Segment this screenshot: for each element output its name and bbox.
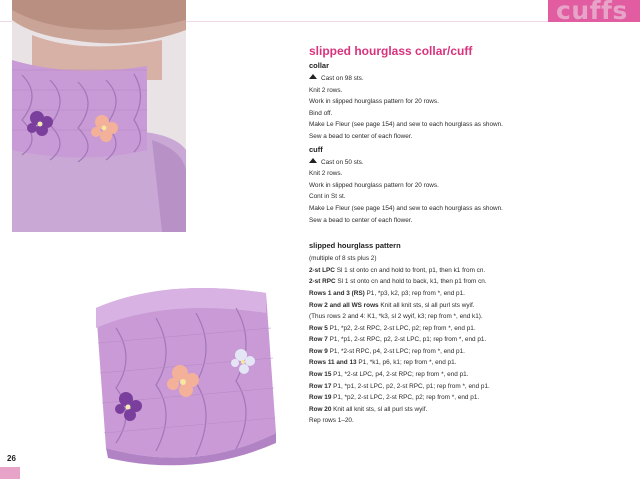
pattern-title: slipped hourglass collar/cuff [309,44,473,58]
pattern-row-text: P1, *p2, 2-st LPC, 2-st RPC, p2; rep from *, end p1. [333,394,480,402]
pattern-row-label: 2-st LPC [309,266,335,274]
page-number: 26 [7,454,16,463]
section-title: cuffs [556,0,628,25]
cuff-step: Make Le Fleur (see page 154) and sew to each hourglass as shown. [309,204,503,212]
pattern-rows [306,265,626,427]
pattern-row-text: P1, *p1, 2-st RPC, p2, 2-st LPC, p1; rep from *, end p1. [329,336,487,344]
pattern-row [309,404,626,416]
cuff-step: Cast on 50 sts. [309,157,626,169]
pattern-row-label: Row 2 and all WS rows [309,301,379,309]
pattern-row-label: Row 15 [309,371,332,379]
pattern-row [309,311,626,323]
pattern-row [309,392,626,404]
pattern-row-label: Row 17 [309,382,332,390]
cuff-step: Cont in St st. [309,193,346,201]
pattern-row [309,334,626,346]
pattern-row-text: P1, *p3, k2, p3; rep from *, end p1. [366,289,465,297]
pattern-row-label: 2-st RPC [309,278,336,286]
pattern-row-text: (Thus rows 2 and 4: K1, *k3, sl 2 wyif, k3; rep from *, end k1). [309,313,483,321]
pattern-row [309,276,626,288]
pattern-row-text: Sl 1 st onto cn and hold to front, p1, then k1 from cn. [336,266,486,274]
pattern-row-label: Row 7 [309,336,328,344]
pattern-instructions [306,44,626,427]
pattern-row-text: P1, *k1, p6, k1; rep from *, end p1. [358,359,457,367]
stitch-pattern-heading: slipped hourglass pattern [309,241,401,251]
pattern-row-label: Row 19 [309,394,332,402]
collar-step: Sew a bead to center of each flower. [309,132,413,140]
pattern-row [309,357,626,369]
collar-step: Cast on 98 sts. [309,73,626,85]
collar-heading: collar [309,61,330,70]
pattern-row-text: P1, *p2, 2-st RPC, 2-st LPC, p2; rep from *, end p1. [329,324,476,332]
collar-step: Make Le Fleur (see page 154) and sew to each hourglass as shown. [309,121,503,129]
pattern-row [309,369,626,381]
cuff-step: Work in slipped hourglass pattern for 20 rows. [309,181,439,189]
cuff-photo [86,273,282,471]
collar-step: Bind off. [309,109,333,117]
pattern-row-text: Rep rows 1–20. [309,417,354,425]
pattern-row-label: Row 9 [309,347,328,355]
cuff-step: Knit 2 rows. [309,170,343,178]
collar-photo [12,0,186,232]
pattern-row [309,346,626,358]
pattern-row [309,288,626,300]
triangle-icon [309,74,317,79]
pattern-row [309,381,626,393]
collar-step: Knit 2 rows. [309,86,343,94]
pattern-row [309,300,626,312]
pattern-row-text: P1, *2-st LPC, p4, 2-st RPC; rep from *, end p1. [333,371,469,379]
pattern-row [309,323,626,335]
pattern-row-text: Sl 1 st onto cn and hold to back, k1, then p1 from cn. [337,278,487,286]
pattern-row-label: Row 5 [309,324,328,332]
pattern-row-text: Knit all knit sts, sl all purl sts wyif. [333,405,428,413]
pattern-row [309,415,626,427]
pattern-row-text: P1, *p1, 2-st LPC, p2, 2-st RPC, p1; rep from *, end p1. [333,382,490,390]
collar-step: Work in slipped hourglass pattern for 20 rows. [309,98,439,106]
pattern-row-label: Rows 11 and 13 [309,359,357,367]
pattern-row-text: Knit all knit sts, sl all purl sts wyif. [380,301,475,309]
pattern-row-text: P1, *2-st RPC, p4, 2-st LPC; rep from *, end p1. [329,347,465,355]
page-number-bar [0,467,20,479]
cuff-heading: cuff [309,144,323,154]
cuff-step: Sew a bead to center of each flower. [309,216,413,224]
triangle-icon [309,158,317,163]
pattern-row [309,265,626,277]
pattern-row-label: Rows 1 and 3 (RS) [309,289,365,297]
stitch-multiple: (multiple of 8 sts plus 2) [309,255,377,263]
pattern-row-label: Row 20 [309,405,332,413]
